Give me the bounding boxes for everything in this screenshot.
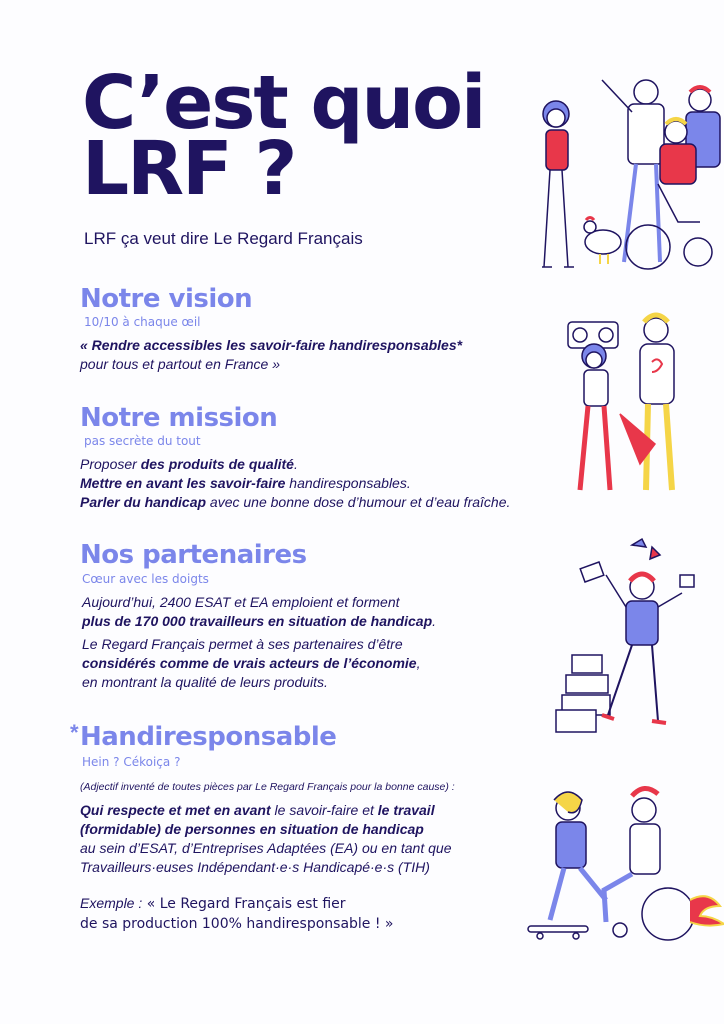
duo-illustration	[560, 304, 690, 500]
mission-l1-b: des produits de qualité	[140, 456, 294, 472]
group-illustration	[528, 62, 724, 277]
vision-quote	[80, 336, 462, 374]
wheelchair-skate-illustration	[520, 780, 724, 950]
partners-p1-l2-b: plus de 170 000 travailleurs en situation de handicap	[82, 613, 433, 629]
vision-tagline: 10/10 à chaque œil	[84, 315, 201, 329]
partners-p2-l2-c: ,	[416, 655, 421, 671]
handi-l4: Travailleurs·euses Indépendant·e·s Handicapé·e·s (TIH)	[80, 859, 430, 875]
partners-heading: Nos partenaires	[80, 540, 307, 570]
mission-tagline: pas secrète du tout	[84, 434, 201, 448]
handi-l1-d: le travail	[377, 802, 435, 818]
mission-l3-c: avec une bonne dose d’humour et d’eau fraîche.	[206, 494, 511, 510]
handi-definition	[80, 801, 452, 877]
handi-heading: Handiresponsable	[80, 722, 337, 752]
handi-l1-b: Qui respecte et met en avant	[80, 802, 271, 818]
handi-note: (Adjectif inventé de toutes pièces par Le Regard Français pour la bonne cause) :	[80, 781, 455, 793]
juggler-illustration	[552, 535, 708, 735]
vision-heading: Notre vision	[80, 284, 253, 314]
handi-l3: au sein d’ESAT, d’Entreprises Adaptées (EA) ou en tant que	[80, 840, 452, 856]
handi-example	[80, 893, 394, 934]
handi-asterisk: *	[70, 720, 79, 745]
page-title	[82, 60, 485, 212]
handi-l2-b: (formidable) de personnes en situation de handicap	[80, 821, 424, 837]
handi-tagline: Hein ? Cékoiça ?	[82, 755, 181, 769]
partners-text-2	[82, 635, 420, 692]
partners-p2-l2-b: considérés comme de vrais acteurs de l’économie	[82, 655, 417, 671]
mission-l2-b: Mettre en avant les savoir-faire	[80, 475, 286, 491]
partners-text-1	[82, 593, 436, 631]
mission-l2-c: handiresponsables.	[285, 475, 411, 491]
page-subtitle: LRF ça veut dire Le Regard Français	[84, 229, 363, 248]
handi-example-l1: « Le Regard Français est fier	[142, 896, 346, 912]
mission-heading: Notre mission	[80, 403, 278, 433]
mission-text	[80, 455, 510, 512]
partners-p1-l2-c: .	[432, 613, 437, 629]
vision-quote-bold: « Rendre accessibles les savoir-faire handiresponsables*	[80, 337, 463, 353]
partners-p1-l1: Aujourd’hui, 2400 ESAT et EA emploient et forment	[82, 594, 400, 610]
title-line-1: C’est quoi	[82, 60, 485, 146]
mission-l1-c: .	[293, 456, 298, 472]
mission-l1-a: Proposer	[80, 456, 141, 472]
mission-l3-b: Parler du handicap	[80, 494, 207, 510]
partners-p2-l1: Le Regard Français permet à ses partenaires d’être	[82, 636, 403, 652]
handi-example-label: Exemple :	[80, 895, 143, 911]
vision-quote-rest: pour tous et partout en France »	[80, 356, 281, 372]
handi-l1-c: le savoir-faire et	[270, 802, 378, 818]
title-line-2: LRF ?	[82, 126, 296, 212]
partners-p2-l3: en montrant la qualité de leurs produits.	[82, 674, 328, 690]
partners-tagline: Cœur avec les doigts	[82, 572, 209, 586]
handi-example-l2: de sa production 100% handiresponsable ! »	[80, 916, 394, 932]
